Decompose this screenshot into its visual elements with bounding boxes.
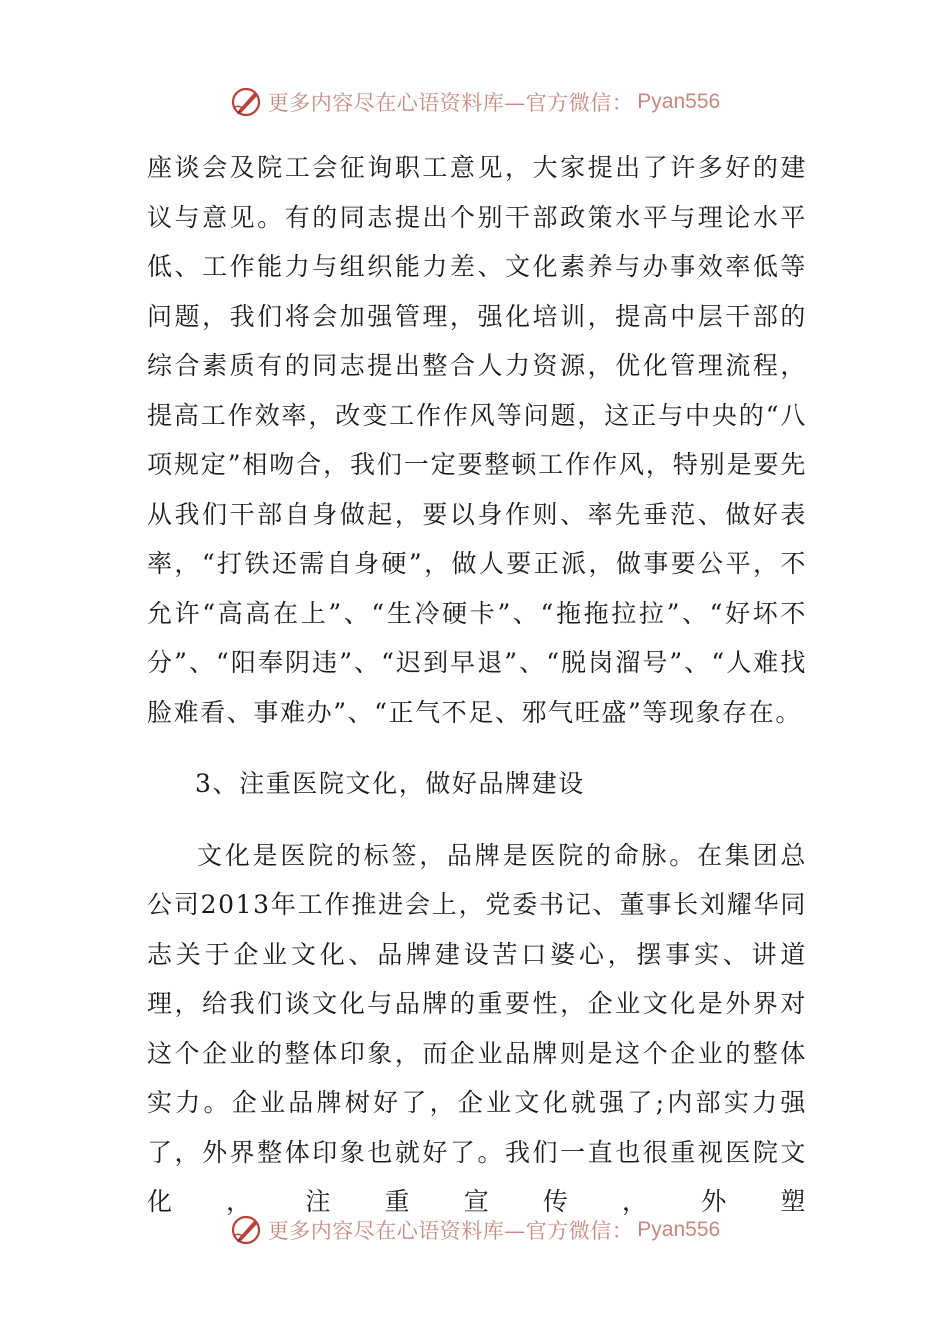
section-heading: 3、注重医院文化，做好品牌建设	[195, 769, 585, 798]
paragraph-feedback: 座谈会及院工会征询职工意见，大家提出了许多好的建议与意见。有的同志提出个别干部政策水平与理论水平低、工作能力与组织能力差、文化素养与办事效率低等问题，我们将会加强管理，强化培训，提高中层干部的综合素质有的同志提出整合人力资源，优化管理流程，提高工作效率，改变工作作风等问题，这正与中央的“八项规定”相吻合，我们一定要整顿工作作风，特别是要先从我们干部自身做起，要以身作则、率先垂范、做好表率，“打铁还需自身硬”，做人要正派，做事要公平，不允许“高高在上”、“生冷硬卡”、“拖拖拉拉”、“好坏不分”、“阳奉阴违”、“迟到早退”、“脱岗溜号”、“人难找脸难看、事难办”、“正气不足、邪气旺盛”等现象存在。	[147, 153, 807, 727]
watermark-wechat-id: Pyan556	[637, 1218, 721, 1241]
pen-logo-icon	[230, 1213, 264, 1247]
watermark-text: 更多内容尽在心语资料库—官方微信：	[267, 1219, 634, 1243]
pen-logo-icon	[230, 85, 264, 119]
watermark-wechat-id: Pyan556	[637, 90, 721, 113]
watermark-text: 更多内容尽在心语资料库—官方微信：	[267, 91, 634, 115]
footer-watermark	[0, 1210, 950, 1250]
paragraph-culture: 文化是医院的标签，品牌是医院的命脉。在集团总公司2013年工作推进会上，党委书记、董事长刘耀华同志关于企业文化、品牌建设苦口婆心，摆事实、讲道理，给我们谈文化与品牌的重要性，企业文化是外界对这个企业的整体印象，而企业品牌则是这个企业的整体实力。企业品牌树好了，企业文化就强了;内部实力强了，外界整体印象也就好了。我们一直也很重视医院文化，注重宣传，外塑	[147, 840, 807, 1216]
document-body	[147, 143, 807, 1227]
header-watermark	[0, 82, 950, 122]
